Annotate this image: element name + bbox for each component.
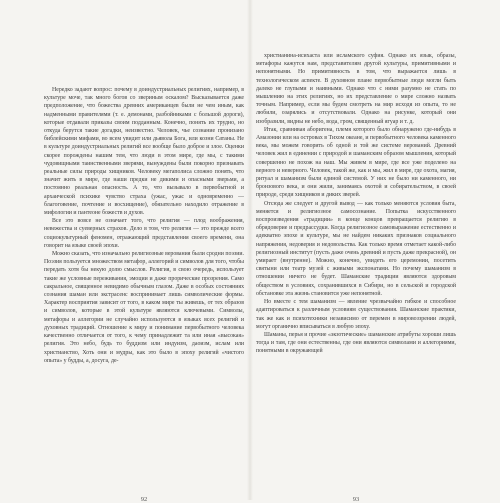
right-paragraph-2: Итак, сравнивая аборигена, племя которого было обнаружено где-нибудь в Амазонии или на островах в Тихом океане, и первобытного человека каменного века, мы можем говорить об одной и той же системе верований. Древний человек жил в единении с природой и шаманским образом мышления, который совершенно не похож на наш. Мы живем в мире, где все уже поделено на верного и неверного. Человек, такой же, как и мы, жил в мире, где охота, магия, ритуал и шаманизм были единой системой. У них не было ни каменного, ни бронзового века, и они жили, занимаясь охотой и собирательством, в своей природе, среди хищников и диких зверей. [256, 126, 456, 199]
right-paragraph-3: Отсюда же следует и другой вывод — как только меняются условия быта, меняется и религиозное самосознание. Попытка искусственного воспроизведения «традиции» в конце концов превращается религию в обрядоверие и предрассудки. Когда религиозное самовыражение естественно и адекватно эпохе и культуре, мы не найдем никаких признаков социального напряжения, недоверия и недовольства. Как только время отметает какой-либо религиозный институт (пусть даже очень древний и пусть даже прекрасной), он умирает (внутренне). Можно, конечно, увидеть его церемонии, посетить святыни или театр музей с живыми экспонатами. Но почему шаманизм в отношении ничего не будет. Шаманские традиции являются здоровым обществом в условиях, сохранившихся в Сибири, но в сельской и городской обстановке эта жизнь становится уже непонятной. [256, 200, 456, 297]
right-paragraph-4: Но вместе с тем шаманизм — явление чрезвычайно гибкое и способное адаптироваться к различным условиям существования. Шаманские практики, так же как и психотехники независимо от перемен в мировоззрении людей, могут органично вписываться в любую эпоху. [256, 299, 456, 330]
left-page-text [44, 86, 244, 404]
right-paragraph-1: христианина-исихаста или исламского суфия. Однако их язык, образы, метафоры кажутся нам, представителям другой культуры, примитивными и непонятными. Но примитивность в том, что выражается лишь в технологическом аспекте. В духовном плане первобытные люди могли быть далеко не глупыми и наивными. Однако что с ними разумно не стать по мышлению на этих религиях, но их представление о мире сложно назвать точным. Например, если мы будем смотреть на мир исходя из опыта, то не любили, озарялись и отсутствовали. Однако на рисунке, который они изобразили, видны не небо, вода, гром, священный ягуар и т. д. [256, 53, 456, 125]
right-page [256, 52, 456, 503]
right-page-text [256, 52, 456, 398]
left-paragraph-1: Нередко задают вопрос: почему в доиндустриальных религиях, например, в культуре моче, так много богов со звериным оскалом? Высказывается даже предположение, что божества древних американцев были не чем иным, как надменными правителями (т. е. демонами, разбойниками с большой дороги), которые отдавали приказы своим подданным. Конечно, понять их трудно, но откуда берутся такие догадки, неизвестно. Человек, чье сознание пронизано библейскими мифами, во всем увидит или дьявола Бога, или козни Сатаны. Не в культуре доиндустриальных религий все вообще было доброе и злое. Оценки скорее порождены нашим тем, что люди в этом мире, где мы, с такими чудовищными таинственными зверями, вынуждены были покорно признавать реальные силы природы хищников. Человеку мегаполиса сложно понять, что значит жить в мире, где наши предки не дикими и опасными зверьми, а постоянно реальная опасность. А то, что вызывало в первобытной и архаической психике чувство страха (ужас, ужас и одновременно — благоговение, почтение и восхищение), обязательно находило отражение в мифологии и пантеоне божеств и духов. [44, 87, 244, 217]
left-paragraph-3: Можно сказать, что изначально религиозные верования были сродни поэзии. Поэзия пользуется множеством метафор, аллегорий и символов для того, чтобы передать хотя бы некую долю смыслов. Религия, в свою очередь, использует такие же условные переживания, эмоции и даже прорические прозрения. Само сакральное, священное невидимо обычным глазом. Даже в особых состояниях сознания шаман или экстрасенс воспринимает лишь символические формы. Характер восприятия зависит от того, в каком мире ты живешь, от тех образов и символов, которые в этой культуре являются ключевыми. Символы, метафоры и аллегории не случайно используются в языках всех религий и духовных традиций. Отношение к миру и понимание первобытного человека качественно отличается от того, к чему принадлежит та или иная «высокая» религия. Это небо, будь то буддизм или индуизм, даоизм, ислам или христианство, Хоть они и мудры, как это было в эпоху религий «чистого опыта» у будды, а, досуга, де- [44, 251, 244, 364]
right-page-number: 93 [352, 496, 360, 503]
left-paragraph-2: Все это вовсе не означает того, что религия — плод воображения, невежества и суеверных страхов. Дело в том, что религия — это прежде всего социокультурный феномен, отражающий представления своего времени, она говорит на языке своей эпохи. [44, 218, 244, 249]
page-gutter [247, 0, 253, 500]
right-paragraph-5: Шаманы, перья и прочие «экзотические» шаманские атрибуты хороши лишь тогда и там, где они естественны, где они являются символами и аллегориями, понятными в окружающей [256, 331, 456, 355]
left-page-number: 92 [140, 496, 148, 503]
left-page [44, 52, 244, 503]
